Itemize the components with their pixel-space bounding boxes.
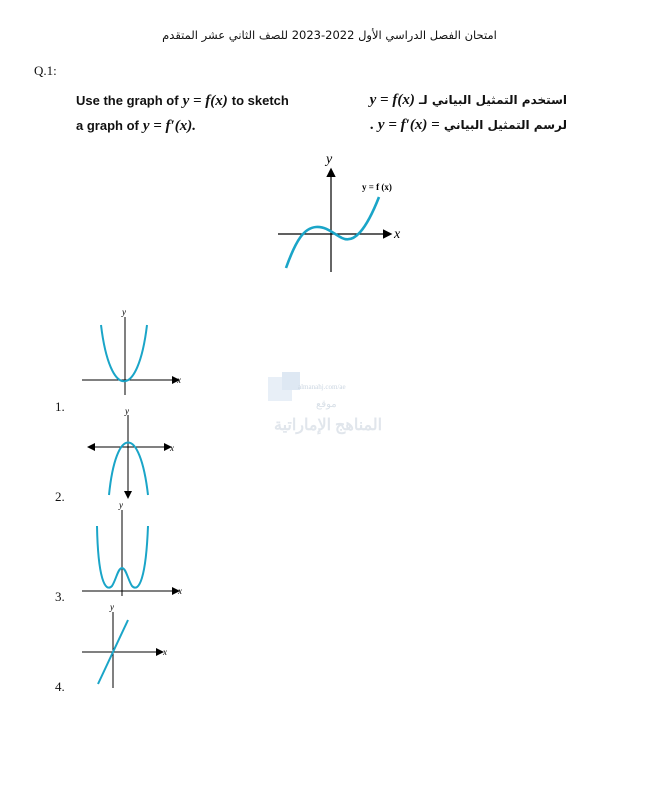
option-2-y-label: y <box>125 406 129 416</box>
option-1-x-label: x <box>177 375 181 385</box>
option-2-graph <box>80 405 185 500</box>
option-3-graph <box>80 498 190 598</box>
english-instruction-line1 <box>76 92 289 110</box>
arabic-instruction-line1 <box>370 92 567 109</box>
option-1-y-label: y <box>122 307 126 317</box>
option-1-curve <box>101 325 147 381</box>
exam-header: امتحان الفصل الدراسي الأول 2022-2023 للصف الثاني عشر المتقدم <box>162 28 497 42</box>
main-y-label: y <box>326 152 333 167</box>
option-3-number: 3. <box>55 589 65 604</box>
option-2-x-label: x <box>170 443 174 453</box>
main-function-graph <box>270 150 410 275</box>
english-line2-prefix: a graph of <box>76 118 139 133</box>
option-2-number: 2. <box>55 489 65 504</box>
arabic-instruction-line2 <box>370 117 567 134</box>
english-line2-math: y = f′(x). <box>142 118 197 134</box>
main-curve-label: y = f (x) <box>362 182 392 192</box>
arabic-line1-math: y = f(x) <box>369 92 415 108</box>
arabic-line1-text: استخدم التمثيل البياني لـ <box>419 93 567 107</box>
english-line1-suffix: to sketch <box>231 93 289 108</box>
main-x-label: x <box>394 227 401 242</box>
option-3-x-label: x <box>178 586 182 596</box>
option-4-graph <box>80 600 185 690</box>
watermark-logo <box>268 372 408 442</box>
watermark-line1: موقع <box>316 399 337 410</box>
option-1-graph <box>80 305 185 395</box>
english-line1-prefix: Use the graph of <box>76 93 179 108</box>
english-line1-math: y = f(x) <box>182 93 228 109</box>
option-4-x-label: x <box>163 647 167 657</box>
watermark-line2: المناهج الإماراتية <box>274 417 383 434</box>
option-1-number: 1. <box>55 399 65 414</box>
question-label: Q.1: <box>34 63 57 78</box>
option-3-y-label: y <box>119 500 123 510</box>
main-function-curve <box>286 197 379 268</box>
english-instruction-line2 <box>76 117 196 135</box>
arabic-line2-text: لرسم التمثيل البياني <box>443 118 567 132</box>
option-4-number: 4. <box>55 679 65 694</box>
arabic-line2-math: . y = f′(x) = <box>370 117 440 133</box>
watermark-url: almanahj.com/ae <box>298 383 346 391</box>
option-4-y-label: y <box>110 602 114 612</box>
